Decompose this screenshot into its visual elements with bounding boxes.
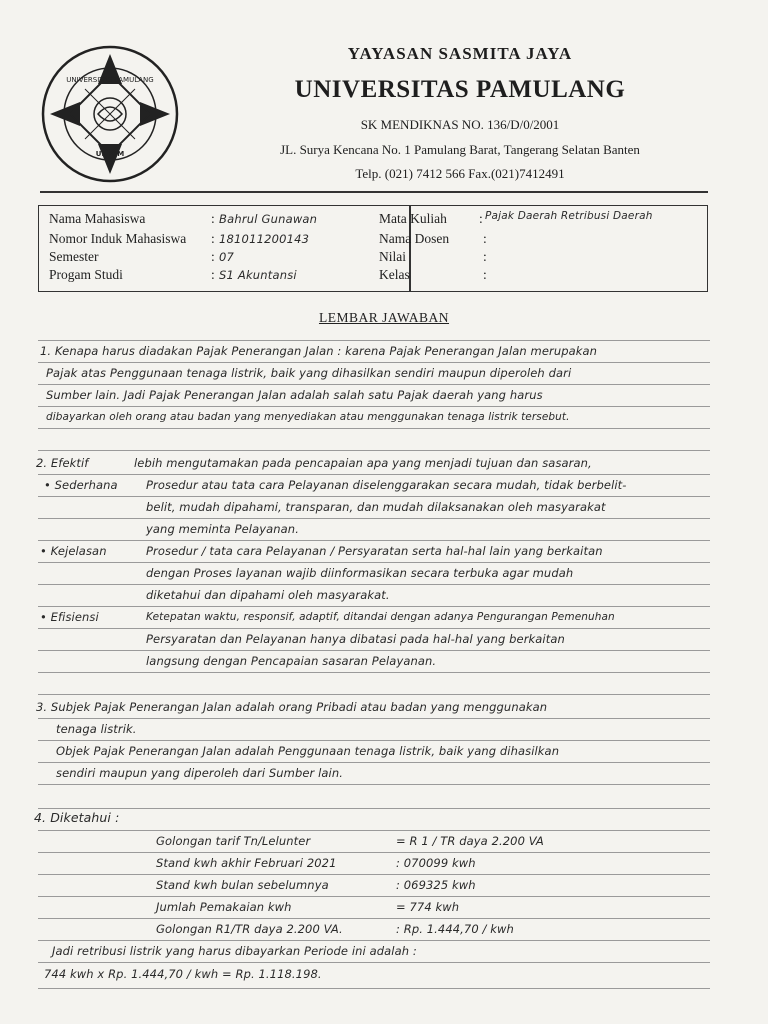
answer-1-line: Pajak atas Penggunaan tenaga listrik, baik yang dihasilkan sendiri maupun diperoleh dari (46, 366, 572, 380)
answer-4-calculation: 744 kwh x Rp. 1.444,70 / kwh = Rp. 1.118.198. (44, 967, 322, 981)
answer-2-line: Ketepatan waktu, responsif, adaptif, ditandai dengan adanya Pengurangan Pemenuhan (146, 611, 615, 623)
university-phone: Telp. (021) 7412 566 Fax.(021)7412491 (355, 166, 565, 181)
logo-text-top: UNIVERSITAS PAMULANG (66, 76, 154, 84)
known-item-value: : 069325 kwh (396, 878, 476, 892)
sheet-title: LEMBAR JAWABAN (318, 310, 450, 325)
known-item-label: Golongan R1/TR daya 2.200 VA. (156, 922, 343, 936)
answer-3-line: Objek Pajak Penerangan Jalan adalah Penggunaan tenaga listrik, baik yang dihasilkan (56, 744, 560, 758)
answer-3-line: 3. Subjek Pajak Penerangan Jalan adalah orang Pribadi atau badan yang menggunakan (36, 700, 548, 714)
study-program-value: S1 Akuntansi (219, 268, 297, 282)
answer-1-line: dibayarkan oleh orang atau badan yang menyediakan atau menggunakan tenaga listrik tersebut. (46, 411, 570, 423)
university-address: JL. Surya Kencana No. 1 Pamulang Barat, Tangerang Selatan Banten (280, 142, 640, 157)
known-item-value: = R 1 / TR daya 2.200 VA (396, 834, 544, 848)
logo-text-bottom: UNPAM (95, 150, 125, 158)
answer-1-line: Sumber lain. Jadi Pajak Penerangan Jalan adalah salah satu Pajak daerah yang harus (46, 388, 543, 402)
answer-2-bullet-clarity: • Kejelasan (40, 544, 107, 558)
known-item-value: : 070099 kwh (396, 856, 476, 870)
answer-2-line: langsung dengan Pencapaian sasaran Pelayanan. (146, 654, 437, 668)
known-item-label: Stand kwh akhir Februari 2021 (156, 856, 337, 870)
known-item-label: Jumlah Pemakaian kwh (156, 900, 292, 914)
university-name: UNIVERSITAS PAMULANG (294, 76, 626, 103)
student-id-value: 181011200143 (219, 232, 310, 246)
answer-2-line: Persyaratan dan Pelayanan hanya dibatasi pada hal-hal yang berkaitan (146, 632, 565, 646)
answer-2-line: Prosedur atau tata cara Pelayanan diselenggarakan secara mudah, tidak berbelit- (146, 478, 627, 492)
answer-4-heading: 4. Diketahui : (34, 810, 120, 825)
answer-2-bullet-effective: 2. Efektif (36, 456, 89, 470)
answer-2-bullet-efficiency: • Efisiensi (40, 610, 99, 624)
student-info-box: Nama Mahasiswa : Bahrul Gunawan Nomor Induk Mahasiswa : 181011200143 Semester : 07 Progam Studi : S1 Akuntansi Mata Kuliah : Pajak Daerah Retribusi Daerah Nama Dosen : Nilai : Kelas : (38, 205, 708, 292)
answer-4-conclusion: Jadi retribusi listrik yang harus dibayarkan Periode ini adalah : (52, 944, 417, 958)
semester-value: 07 (219, 250, 235, 264)
answer-2-line: lebih mengutamakan pada pencapaian apa yang menjadi tujuan dan sasaran, (134, 456, 592, 470)
answer-2-line: yang meminta Pelayanan. (146, 522, 299, 536)
foundation-name: YAYASAN SASMITA JAYA (347, 44, 573, 63)
course-value: Pajak Daerah Retribusi Daerah (485, 210, 653, 222)
known-item-label: Golongan tarif Tn/Lelunter (156, 834, 311, 848)
decree-number: SK MENDIKNAS NO. 136/D/0/2001 (360, 117, 560, 132)
header-divider (40, 191, 708, 193)
answer-2-line: diketahui dan dipahami oleh masyarakat. (146, 588, 390, 602)
known-item-label: Stand kwh bulan sebelumnya (156, 878, 329, 892)
answer-3-line: tenaga listrik. (56, 722, 137, 736)
answer-2-line: Prosedur / tata cara Pelayanan / Persyaratan serta hal-hal lain yang berkaitan (146, 544, 603, 558)
known-item-value: = 774 kwh (396, 900, 460, 914)
answer-2-line: dengan Proses layanan wajib diinformasikan secara terbuka agar mudah (146, 566, 574, 580)
university-logo (40, 44, 180, 184)
answer-1-line: 1. Kenapa harus diadakan Pajak Penerangan Jalan : karena Pajak Penerangan Jalan merupakan (40, 344, 598, 358)
answer-2-line: belit, mudah dipahami, transparan, dan mudah dilaksanakan oleh masyarakat (146, 500, 606, 514)
answer-3-line: sendiri maupun yang diperoleh dari Sumber lain. (56, 766, 343, 780)
known-item-value: : Rp. 1.444,70 / kwh (396, 922, 514, 936)
student-name-value: Bahrul Gunawan (219, 212, 318, 226)
answer-2-bullet-simple: • Sederhana (44, 478, 118, 492)
